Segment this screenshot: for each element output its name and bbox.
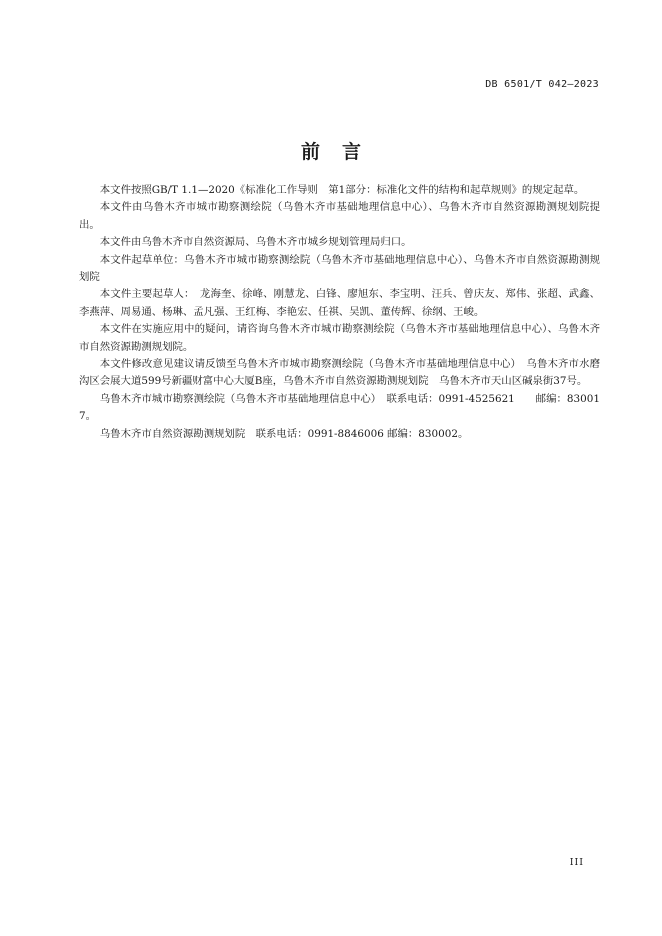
page-title: 前言 [300, 141, 383, 163]
paragraph-drafting-units: 本文件起草单位：乌鲁木齐市城市勘察测绘院（乌鲁木齐市基础地理信息中心）、乌鲁木齐市自然资源勘测规划院 [79, 253, 600, 284]
paragraph-contact-survey-institute: 乌鲁木齐市城市勘察测绘院（乌鲁木齐市基础地理信息中心） 联系电话：0991-4525621 邮编：830017。 [79, 392, 600, 423]
paragraph-inquiry: 本文件在实施应用中的疑问，请咨询乌鲁木齐市城市勘察测绘院（乌鲁木齐市基础地理信息中心）、乌鲁木齐市自然资源勘测规划院。 [79, 323, 600, 353]
body-text [79, 182, 600, 443]
paragraph-drafting-rules: 本文件按照GB/T 1.1—2020《标准化工作导则 第1部分：标准化文件的结构和起草规则》的规定起草。 [99, 184, 585, 196]
page-number: III [569, 857, 584, 868]
paragraph-proposer: 本文件由乌鲁木齐市城市勘察测绘院（乌鲁木齐市基础地理信息中心）、乌鲁木齐市自然资源勘测规划院提出。 [79, 201, 600, 231]
standard-code: DB 6501/T 042—2023 [485, 79, 599, 90]
paragraph-feedback: 本文件修改意见建议请反馈至乌鲁木齐市城市勘察测绘院（乌鲁木齐市基础地理信息中心） 乌鲁木齐市水磨沟区会展大道599号新疆财富中心大厦B座，乌鲁木齐市自然资源勘测规划院 乌鲁木齐市天山区碱泉街37号。 [79, 358, 600, 388]
paragraph-administrator: 本文件由乌鲁木齐市自然资源局、乌鲁木齐市城乡规划管理局归口。 [99, 236, 412, 249]
paragraph-contact-planning-institute: 乌鲁木齐市自然资源勘测规划院 联系电话：0991-8846006 邮编：830002。 [99, 427, 469, 440]
paragraph-drafters: 本文件主要起草人： 龙海奎、徐峰、刚慧龙、白锋、廖旭东、李宝明、汪兵、曾庆友、郑伟、张超、武鑫、李燕萍、周易通、杨琳、孟凡强、王红梅、李艳宏、任祺、吴凯、董传辉、徐纲、王峻。 [79, 288, 600, 318]
